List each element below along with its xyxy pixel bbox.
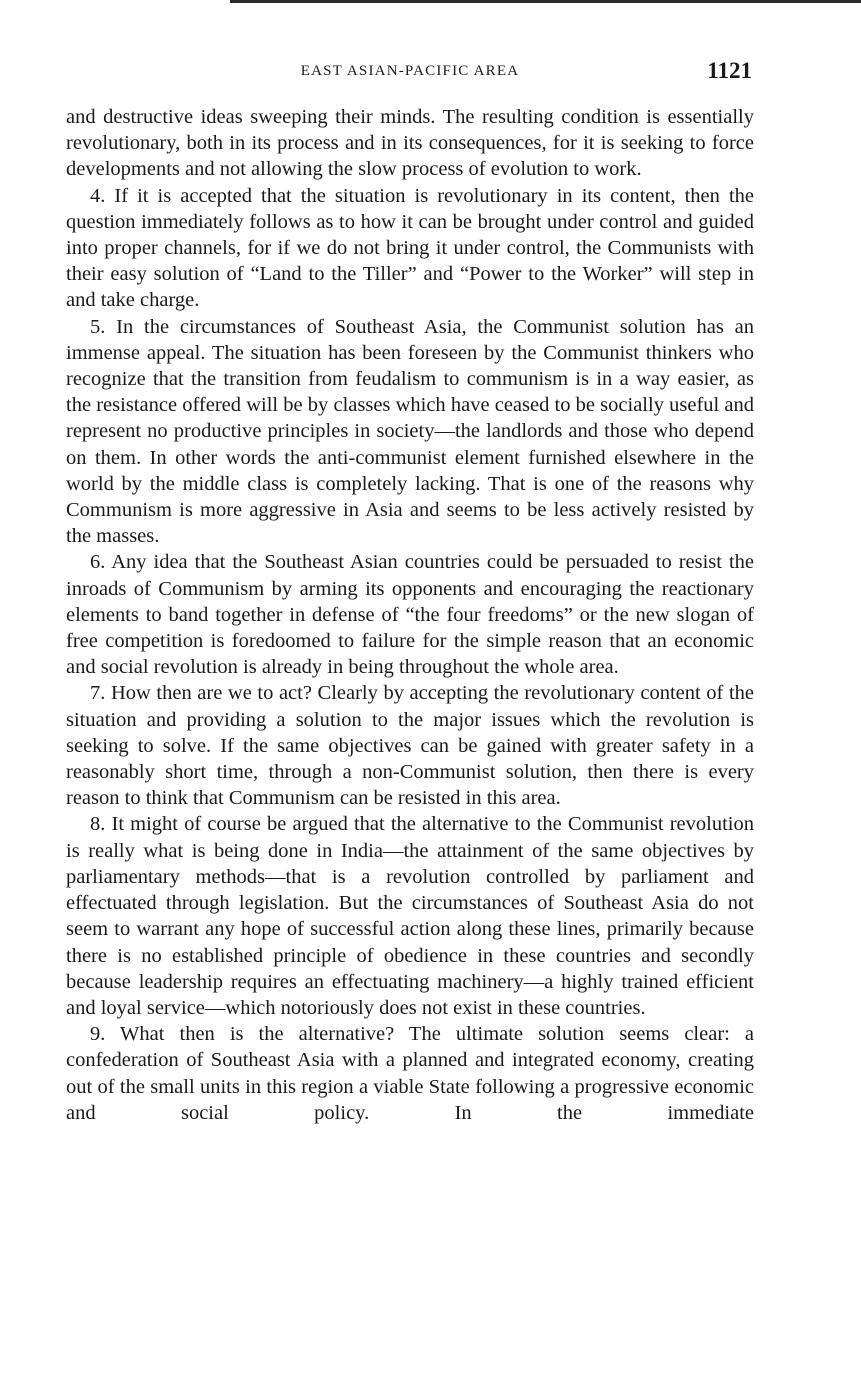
running-head: EAST ASIAN-PACIFIC AREA	[300, 63, 520, 79]
paragraph-6: 6. Any idea that the Southeast Asian countries could be persuaded to resist the inroads of Communism by arming its opponents and encouraging the reactionary elements to band together in defense of “the four freedoms” or the new slogan of free competition is foredoomed to failure for the simple reason that an economic and social revolution is already in being throughout the whole area.	[66, 551, 754, 679]
page-header	[66, 58, 754, 88]
paragraph-4: 4. If it is accepted that the situation is revolutionary in its content, then the question immediately follows as to how it can be brought under control and guided into proper channels, for if we do not bring it under control, the Communists with their easy solution of “Land to the Tiller” and “Power to the Worker” will step in and take charge.	[66, 184, 754, 312]
paragraph-9: 9. What then is the alternative? The ultimate solution seems clear: a confederation of Southeast Asia with a planned and integrated economy, creating out of the small units in this region a viable State following a progressive economic and social policy. In the immediate	[66, 1023, 754, 1124]
paragraph-5: 5. In the circumstances of Southeast Asia, the Communist solution has an immense appeal. The situation has been foreseen by the Communist thinkers who recognize that the transition from feudalism to communism is in a way easier, as the resistance offered will be by classes which have ceased to be socially useful and represent no productive principles in society—the landlords and those who depend on them. In other words the anti-communist element furnished elsewhere in the world by the middle class is completely lacking. That is one of the reasons why Communism is more aggressive in Asia and seems to be less actively resisted by the masses.	[66, 315, 754, 548]
body-text	[66, 104, 754, 1126]
top-rule	[230, 0, 861, 3]
paragraph-continuation: and destructive ideas sweeping their minds. The resulting condition is essentially revolutionary, both in its process and in its consequences, for it is seeking to force developments and not allowing the slow process of evolution to work.	[66, 106, 754, 181]
page-number: 1121	[707, 58, 752, 83]
paragraph-7: 7. How then are we to act? Clearly by accepting the revolutionary content of the situation and providing a solution to the major issues which the revolution is seeking to solve. If the same objectives can be gained with greater safety in a reasonably short time, through a non-Communist solution, then there is every reason to think that Communism can be resisted in this area.	[66, 682, 754, 810]
paragraph-8: 8. It might of course be argued that the alternative to the Communist revolution is really what is being done in India—the attainment of the same objectives by parliamentary methods—that is a revolution controlled by parliament and effectuated through legislation. But the circumstances of Southeast Asia do not seem to warrant any hope of successful action along these lines, primarily because there is no established principle of obedience in these countries and secondly because leadership requires an effectuating machinery—a highly trained efficient and loyal service—which notoriously does not exist in these countries.	[66, 813, 754, 1019]
